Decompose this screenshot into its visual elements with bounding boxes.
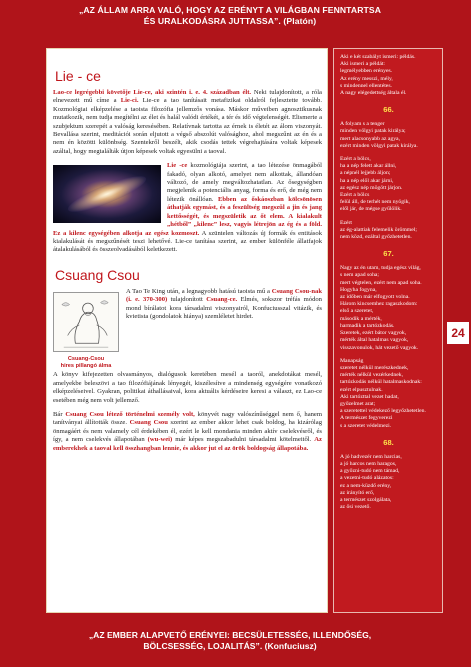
verse-line: Az erény messzi, mély, bbox=[340, 75, 393, 82]
stanza-d bbox=[340, 220, 437, 242]
tao-te-king-sidebar bbox=[333, 48, 443, 613]
lie-ce-text: Neki tulajdonított, a róla elnevezett mű címe a bbox=[53, 89, 322, 105]
sage-sketch-image bbox=[53, 292, 119, 352]
verse-line: Manapság bbox=[340, 357, 364, 364]
galaxy-image bbox=[53, 165, 161, 223]
csuang-ce-name: Csuang-ce. bbox=[206, 296, 238, 304]
verse-line: s mindennel ellentétes. bbox=[340, 82, 392, 89]
verse-line: Ezért a bölcs bbox=[340, 192, 370, 199]
verse-line: visszavonulok, hát vezető vagyok. bbox=[340, 344, 419, 351]
verse-line: elől jár, de mégse gyűlölik. bbox=[340, 206, 402, 213]
verse-number-67: 67. bbox=[383, 249, 394, 259]
lie-ce-cosmology-text: kozmológiája szerint, a tao létezése önmagából fakadó, olyan alkotó, amelyet nem alkottak, állandóan változó, de amely megváltozhatatlan. Az ősegységben megjelenik a potenciális anyag, forma és erő, de még nem létezik önállóan. bbox=[167, 162, 322, 203]
verse-line: a természet szolgálata, bbox=[340, 496, 392, 503]
header-quote-line-1: „AZ ÁLLAM ARRA VALÓ, HOGY AZ ERÉNYT A VILÁGBAN FENNTARTSA bbox=[78, 5, 381, 15]
verse-line: az időben már elfogyott volna. bbox=[340, 294, 410, 301]
verse-line: a szeretettel védekező legyőzhetetlen. bbox=[340, 408, 426, 415]
csuang-conclusion: Az emberekhek a taoval kell összhangban lennie, és akkor jut el az örök boldogság állapotába. bbox=[53, 436, 322, 452]
verse-line: Ezért bbox=[340, 219, 352, 226]
verse-line: legmélyebben erényes. bbox=[340, 68, 393, 75]
verse-line: első a szeretet, bbox=[340, 308, 374, 315]
verse-line: a jó harcos nem haragos, bbox=[340, 460, 397, 467]
section-title-csuang-csou: Csuang Csou bbox=[55, 266, 140, 283]
verse-line: felül áll, de terhét nem nyögik, bbox=[340, 199, 410, 206]
verse-line: mert alacsonyabb az agya, bbox=[340, 135, 401, 142]
footer-quote-line-1: „AZ EMBER ALAPVETŐ ERÉNYEI: BECSÜLETESSÉG, ILLENDŐSÉG, bbox=[88, 630, 372, 640]
verse-line: Aki ismeri a példát: bbox=[340, 61, 386, 68]
verse-line: s a szeretet védelmezi. bbox=[340, 422, 392, 429]
sage-caption-line-1: Csuang-Csou bbox=[67, 356, 105, 363]
verse-line: Hogyha fogyna, bbox=[340, 286, 377, 293]
verse-line: A jó hadvezér nem harcias, bbox=[340, 453, 402, 460]
wu-wei-term: (wu-wei) bbox=[147, 436, 173, 444]
verse-line: szeretet nélkül merészkednek, bbox=[340, 364, 409, 371]
verse-number-68: 68. bbox=[383, 437, 394, 447]
verse-line: ez a nem-küzdő erény, bbox=[340, 482, 392, 489]
lie-ce-intro: Lao-ce legrégebbi követője Lie-ce, aki szintén i. e. 4. században élt. bbox=[53, 89, 252, 96]
lie-ce-text-cont: Lie-ce a tao tanításait metafizikai oldalról fejlesztette tovább. Kozmológiai elképzelése a taoista filozófia jellemzős vonása. Máskor műveiben agnosztikusnak mutatkozik, nem tudja megítélni az élet és halál valódi értékét, a tér és idő végtelenségét. Elismerte a szubjektum szerepét a valóság keresésében. Relatívnak tartotta az érnek is életét az álom viszonyát. Bevallása szerint, meditációi során eljutott a végső abszolút valósághoz, ahol megszűnt az én és a nem én közötti különbség. Szentekről beszélt, akik csodás tettek végrehajtására voltak képesek azáltal, hogy megtalálták útjon képesek voltak egyesülni a taoval. bbox=[53, 97, 323, 155]
main-article bbox=[46, 48, 328, 613]
csuang-historical-person: Csuang Csou létező történelmi személy volt, bbox=[65, 410, 195, 418]
csuang-p3-text: Bár bbox=[53, 410, 66, 418]
lie-ce-cosmology-highlight: Ebben az őskáoszban kölcsönösen áthatják egymást, és a feszültség megszűl a jin és jang kettősségét, és megszületik az őt elem. A kialakult „hétből” „kilenc” lesz, vagyis létrejön az ég és a föld. Ez a kilenc egységében alkotja az egész kozmoszt. bbox=[53, 195, 322, 237]
lie-ce-inline-name: Lie -ce bbox=[167, 162, 188, 170]
verse-line: tartózkodás nélkül hatalmaskodnak: bbox=[340, 379, 422, 386]
csuang-text-cont: tulajdonított bbox=[167, 296, 207, 304]
verse-line: ha a nép elől akar járni, bbox=[340, 177, 394, 184]
page-number: 24 bbox=[447, 322, 469, 344]
verse-line: mérték által hatalmas vagyok, bbox=[340, 337, 409, 344]
header-quote-line-2: ÉS URALKODÁSRA JUTTASSA”. (Platón) bbox=[143, 16, 317, 26]
verse-line: a győzni-tudó nem támad, bbox=[340, 468, 400, 475]
verse-line: Nagy az én utam, tudja egész világ, bbox=[340, 265, 421, 272]
verse-line: az irányító erő, bbox=[340, 489, 375, 496]
verse-line: nem közd, ezáltal győzhetetlen. bbox=[340, 234, 412, 241]
verse-line: minden völgyi patak királya; bbox=[340, 128, 406, 135]
lie-ci-title: Lie-ci. bbox=[120, 97, 139, 105]
verse-number-66: 66. bbox=[383, 105, 394, 115]
csuang-text-end: Elmés, sokszor tréfás módon mond bírálatot kora társadalmi viszonyairól, Konfuciusszal vitázik, és kvietista (gondolatok hiánya) szemléletet hirdet. bbox=[126, 296, 322, 320]
stanza-a bbox=[340, 54, 437, 97]
verse-line: mert végtelen, ezért nem apad soha. bbox=[340, 279, 422, 286]
footer-quote bbox=[14, 630, 446, 652]
stanza-g bbox=[340, 454, 437, 512]
stanza-e bbox=[340, 265, 437, 351]
verse-line: harmadik a tartózkodás. bbox=[340, 322, 395, 329]
verse-line: az egész nép mögött járjon. bbox=[340, 184, 403, 191]
verse-line: második a mérték, bbox=[340, 315, 382, 322]
csuang-inline-name: Csuang Csou bbox=[129, 419, 168, 427]
verse-line: A természet fegyverezi bbox=[340, 415, 393, 422]
verse-line: A folyam s a tenger bbox=[340, 121, 385, 128]
verse-line: a vezetni-tudó alázatos: bbox=[340, 475, 394, 482]
csuang-p3-text-3: szerint az ember akkor lehet csak boldog, ha kizárólag önmagáért és nem valamely cél érdekében él, ezért le kell mondania minden aktív cselekvésről, és így, a nem cselekvés állapotában bbox=[53, 419, 322, 444]
csuang-book-title: Csuang Csou-nak (i. e. 370-300) bbox=[126, 287, 322, 304]
verse-line: győzelmet arat; bbox=[340, 400, 376, 407]
verse-line: Szeretek, ezért bátor vagyok, bbox=[340, 330, 407, 337]
verse-line: Ezért a bölcs, bbox=[340, 156, 371, 163]
csuang-p3-text-2: könyvét nagy valószínűséggel nem ő, hanem tanítványai állították össze. bbox=[53, 410, 322, 427]
verse-line: Aki tartózttal vezet hadat, bbox=[340, 393, 399, 400]
stanza-f bbox=[340, 358, 437, 430]
verse-line: ha a nép felett akar állni, bbox=[340, 163, 397, 170]
sage-caption bbox=[53, 356, 119, 369]
header-quote bbox=[14, 5, 446, 27]
verse-line: Aki e két szabályt ismeri: példás. bbox=[340, 54, 416, 60]
verse-line: ezért elpusztulnak. bbox=[340, 386, 383, 393]
verse-line: az ősi vezető. bbox=[340, 504, 371, 511]
stanza-c bbox=[340, 156, 437, 214]
sage-caption-line-2: hires pillangó álma bbox=[60, 362, 112, 369]
verse-line: az ég-alattiak felemelik örömmel; bbox=[340, 226, 417, 233]
lie-ce-paragraph-1 bbox=[53, 89, 322, 156]
csuang-p3-text-4: már képes megszabadulni társadalmi kötelmeitől. bbox=[172, 436, 315, 444]
csuang-paragraph-3 bbox=[53, 411, 322, 453]
sage-figure bbox=[53, 292, 119, 370]
verse-line: ezért minden völgyi patak királya. bbox=[340, 142, 418, 149]
csuang-text: A Tao Te King után, a legnagyobb hatású taoista mű a bbox=[126, 287, 272, 295]
verse-line: A nagy elégedettség általa él. bbox=[340, 90, 407, 97]
footer-quote-line-2: BÖLCSESSÉG, LOJALITÁS”. (Konfuciusz) bbox=[143, 641, 317, 651]
verse-line: a népnél lejjebb áljon; bbox=[340, 170, 391, 177]
section-title-lie-ce: Lie - ce bbox=[55, 68, 101, 84]
lie-ce-cosmology-text-cont: A szüntelen változás új formák és entitások kialakulását és megszűnését teszi lehetővé. Lie-ce tanítása szerint, az ember különféle állatfajok átalakulásából és összeolvadásából keletkezett. bbox=[53, 229, 322, 254]
verse-line: mérték nélkül vezérkednek, bbox=[340, 372, 404, 379]
stanza-b bbox=[340, 121, 437, 150]
verse-line: s nem apad soha; bbox=[340, 272, 380, 279]
csuang-paragraph-2: A könyv kifejezetten olvasmányos, dialógusok keretében mesél a taoról, anekdotákat mesél, amelyekbe beleszövi a tao filozófiájának lényegét, kiszélesítve a mindenség egységére vonatkozó elképzeléseivel. Gyakran, politikai áthallásaival, kora aktuális kérdéseire keresi a választ, ez Lao-ce esetében még nem volt jellemző. bbox=[53, 371, 322, 404]
verse-line: Három kincsemhez ragaszkodom: bbox=[340, 301, 418, 308]
